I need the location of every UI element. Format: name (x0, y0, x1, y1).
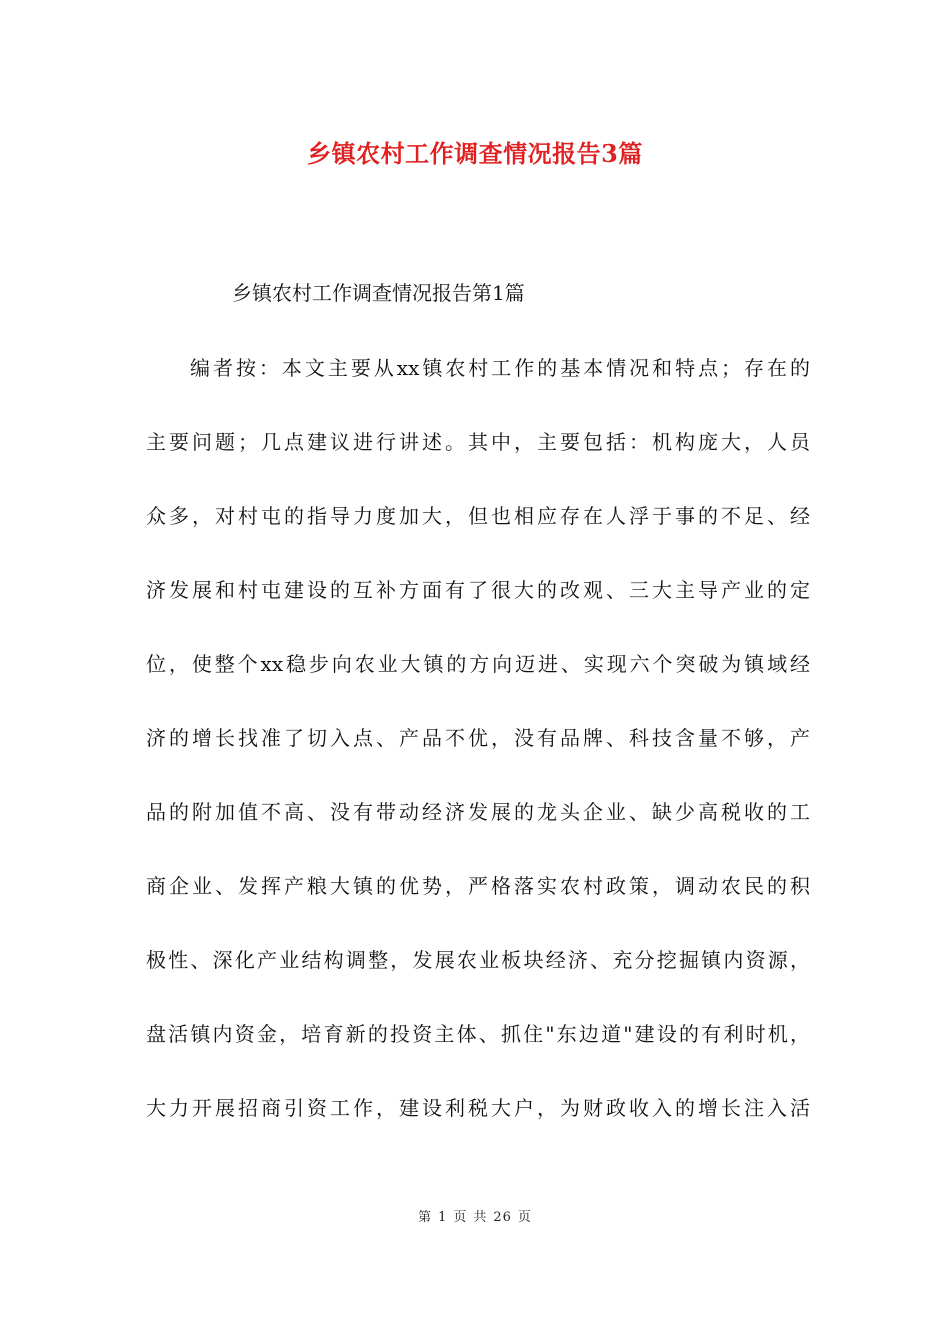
paragraph-line: 大力开展招商引资工作，建设利税大户，为财政收入的增长注入活 (146, 1096, 810, 1120)
footer-page-word: 页 (453, 1210, 468, 1225)
paragraph-line: 济的增长找准了切入点、产品不优，没有品牌、科技含量不够，产 (146, 726, 810, 750)
paragraph-line: 商企业、发挥产粮大镇的优势，严格落实农村政策，调动农民的积 (146, 874, 810, 898)
section-subtitle: 乡镇农村工作调查情况报告第1篇 (232, 281, 525, 305)
footer-total-suffix: 页 (517, 1210, 532, 1225)
paragraph-line: 济发展和村屯建设的互补方面有了很大的改观、三大主导产业的定 (146, 578, 810, 602)
paragraph-line: 众多，对村屯的指导力度加大，但也相应存在人浮于事的不足、经 (146, 504, 810, 528)
paragraph-line: 编者按：本文主要从xx镇农村工作的基本情况和特点；存在的 (190, 356, 810, 380)
body-paragraph (146, 350, 810, 1164)
footer-total-pages: 26 (493, 1210, 512, 1225)
paragraph-line: 盘活镇内资金，培育新的投资主体、抓住"东边道"建设的有利时机， (146, 1022, 810, 1046)
paragraph-line: 主要问题；几点建议进行讲述。其中，主要包括：机构庞大，人员 (146, 430, 810, 454)
footer-total-prefix: 共 (473, 1210, 488, 1225)
paragraph-line: 品的附加值不高、没有带动经济发展的龙头企业、缺少高税收的工 (146, 800, 810, 824)
page-footer (0, 1206, 950, 1230)
paragraph-line: 极性、深化产业结构调整，发展农业板块经济、充分挖掘镇内资源， (146, 948, 810, 972)
footer-current-page: 1 (438, 1210, 448, 1225)
paragraph-line: 位，使整个xx稳步向农业大镇的方向迈进、实现六个突破为镇域经 (146, 652, 810, 676)
footer-page-prefix: 第 (418, 1210, 433, 1225)
document-title: 乡镇农村工作调查情况报告3篇 (307, 139, 643, 168)
